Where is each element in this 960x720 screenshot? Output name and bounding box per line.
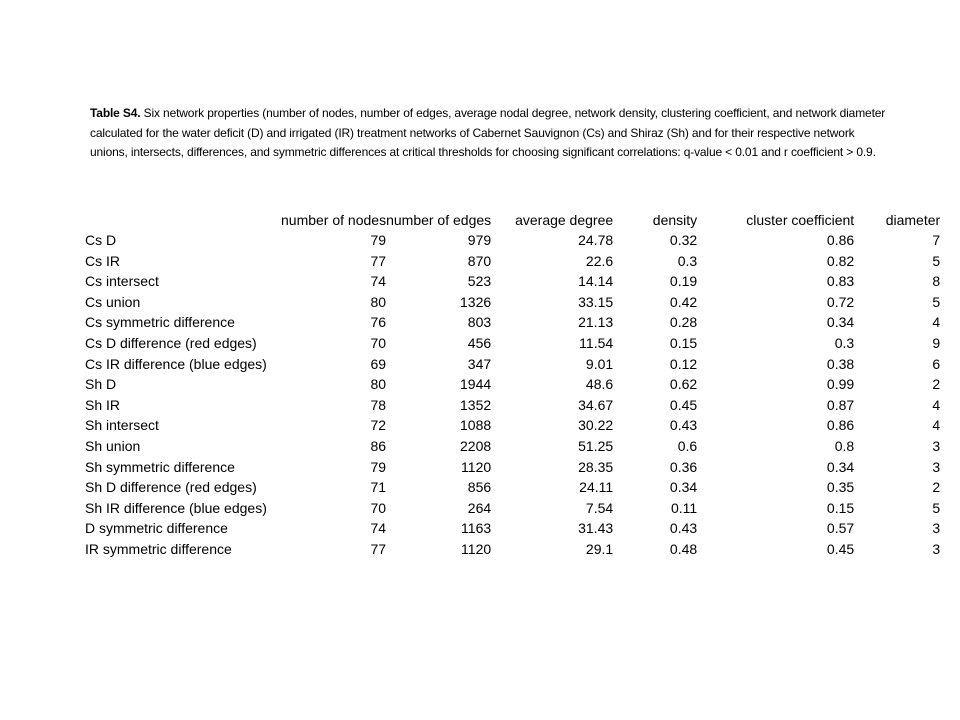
cluster-coefficient-cell: 0.8: [834, 437, 855, 454]
nodes-cell: 80: [370, 376, 387, 393]
density-cell: 0.19: [669, 273, 698, 290]
edges-cell: 803: [467, 314, 492, 331]
header-row: [85, 190, 940, 230]
average-degree-cell: 11.54: [579, 334, 614, 351]
row-label: Cs IR: [85, 252, 120, 269]
density-cell: 0.43: [669, 520, 698, 537]
average-degree-cell: 28.35: [578, 458, 614, 475]
cluster-coefficient-cell: 0.82: [826, 252, 855, 269]
table-row: [85, 374, 940, 395]
nodes-cell: 77: [370, 540, 387, 557]
table-row: [85, 354, 940, 375]
density-cell: 0.11: [670, 499, 698, 516]
edges-cell: 1088: [460, 417, 492, 434]
table-row: [85, 457, 940, 478]
average-degree-cell: 34.67: [578, 396, 614, 413]
nodes-cell: 69: [370, 355, 387, 372]
diameter-cell: 4: [932, 314, 941, 331]
edges-cell: 264: [467, 499, 492, 516]
diameter-cell: 7: [932, 232, 941, 248]
average-degree-cell: 29.1: [585, 540, 614, 557]
diameter-cell: 6: [932, 355, 941, 372]
cluster-coefficient-cell: 0.34: [826, 314, 855, 331]
edges-cell: 1944: [460, 376, 492, 393]
header-diameter: diameter: [885, 212, 941, 228]
table-row: [85, 518, 940, 539]
cluster-coefficient-cell: 0.83: [826, 273, 855, 290]
diameter-cell: 3: [932, 520, 941, 537]
edges-cell: 856: [467, 479, 492, 496]
row-label: Cs D: [85, 232, 117, 248]
table-row: [85, 251, 940, 272]
header-cluster-coefficient: cluster coefficient: [746, 212, 855, 228]
edges-cell: 1120: [461, 540, 492, 557]
row-label: Cs intersect: [85, 273, 159, 290]
diameter-cell: 4: [932, 396, 941, 413]
cluster-coefficient-cell: 0.3: [834, 334, 855, 351]
row-label: Cs IR difference (blue edges): [85, 355, 267, 372]
density-cell: 0.32: [669, 232, 698, 248]
density-cell: 0.48: [669, 540, 698, 557]
cluster-coefficient-cell: 0.86: [826, 232, 855, 248]
table-row: [85, 312, 940, 333]
cluster-coefficient-cell: 0.38: [826, 355, 855, 372]
header-density: density: [652, 212, 698, 228]
table-caption: [90, 104, 890, 163]
cluster-coefficient-cell: 0.57: [826, 520, 855, 537]
diameter-cell: 3: [932, 458, 941, 475]
edges-cell: 2208: [460, 437, 492, 454]
row-label: Cs union: [85, 293, 141, 310]
edges-cell: 456: [467, 334, 492, 351]
density-cell: 0.12: [669, 355, 698, 372]
nodes-cell: 79: [370, 458, 387, 475]
density-cell: 0.36: [669, 458, 698, 475]
nodes-cell: 76: [370, 314, 387, 331]
row-label: Sh symmetric difference: [85, 458, 235, 475]
nodes-cell: 70: [370, 499, 387, 516]
table-row: [85, 415, 940, 436]
average-degree-cell: 9.01: [585, 355, 614, 372]
cluster-coefficient-cell: 0.35: [826, 479, 855, 496]
table-row: [85, 477, 940, 498]
nodes-cell: 74: [370, 520, 387, 537]
cluster-coefficient-cell: 0.72: [826, 293, 855, 310]
table-row: [85, 539, 940, 560]
nodes-cell: 80: [370, 293, 387, 310]
table-row: [85, 271, 940, 292]
caption-label: Table S4.: [90, 106, 141, 120]
table-row: [85, 395, 940, 416]
nodes-cell: 70: [370, 334, 387, 351]
density-cell: 0.28: [669, 314, 698, 331]
table-row: [85, 230, 940, 251]
diameter-cell: 3: [932, 540, 941, 557]
nodes-cell: 74: [370, 273, 387, 290]
row-label: Sh D difference (red edges): [85, 479, 257, 496]
diameter-cell: 9: [932, 334, 941, 351]
cluster-coefficient-cell: 0.86: [826, 417, 855, 434]
average-degree-cell: 33.15: [578, 293, 614, 310]
cluster-coefficient-cell: 0.45: [826, 540, 855, 557]
density-cell: 0.62: [669, 376, 698, 393]
row-label: D symmetric difference: [85, 520, 228, 537]
nodes-cell: 86: [370, 437, 387, 454]
edges-cell: 523: [467, 273, 492, 290]
nodes-cell: 71: [370, 479, 387, 496]
caption-text: Six network properties (number of nodes, number of edges, average nodal degree, network density, clustering coefficient, and network diameter calculated for the water deficit (D) and irrigated (IR) treatment networks of Cabernet Sauvignon (Cs) and Shiraz (Sh) and for their respective network unions, intersects, differences, and symmetric differences at critical thresholds for choosing significant correlations: q-value < 0.01 and r coefficient > 0.9.: [90, 106, 886, 159]
cluster-coefficient-cell: 0.34: [826, 458, 855, 475]
diameter-cell: 2: [932, 479, 941, 496]
diameter-cell: 3: [932, 437, 941, 454]
average-degree-cell: 7.54: [585, 499, 614, 516]
cluster-coefficient-cell: 0.99: [826, 376, 855, 393]
diameter-cell: 5: [932, 499, 941, 516]
diameter-cell: 2: [932, 376, 941, 393]
header-average-degree: average degree: [515, 212, 614, 228]
row-label: Sh intersect: [85, 417, 159, 434]
edges-cell: 1352: [460, 396, 492, 413]
row-label: Cs symmetric difference: [85, 314, 235, 331]
table-body: [85, 230, 940, 560]
average-degree-cell: 22.6: [585, 252, 614, 269]
edges-cell: 1120: [461, 458, 492, 475]
edges-cell: 1326: [460, 293, 492, 310]
density-cell: 0.42: [669, 293, 698, 310]
nodes-cell: 72: [370, 417, 387, 434]
table-row: [85, 292, 940, 313]
edges-cell: 979: [467, 232, 492, 248]
diameter-cell: 8: [932, 273, 941, 290]
average-degree-cell: 24.11: [579, 479, 614, 496]
average-degree-cell: 31.43: [578, 520, 614, 537]
network-properties-table: [85, 190, 940, 560]
average-degree-cell: 30.22: [578, 417, 614, 434]
header-number-of-edges: number of edges: [386, 212, 492, 228]
average-degree-cell: 14.14: [578, 273, 614, 290]
nodes-cell: 78: [370, 396, 387, 413]
diameter-cell: 5: [932, 293, 941, 310]
row-label: Sh IR difference (blue edges): [85, 499, 267, 516]
average-degree-cell: 51.25: [578, 437, 614, 454]
diameter-cell: 5: [932, 252, 941, 269]
header-row-label: [85, 190, 281, 230]
row-label: Sh IR: [85, 396, 121, 413]
density-cell: 0.45: [669, 396, 698, 413]
row-label: IR symmetric difference: [85, 540, 232, 557]
density-cell: 0.3: [677, 252, 698, 269]
table-row: [85, 498, 940, 519]
density-cell: 0.43: [669, 417, 698, 434]
table-row: [85, 436, 940, 457]
density-cell: 0.34: [669, 479, 698, 496]
cluster-coefficient-cell: 0.87: [826, 396, 855, 413]
nodes-cell: 77: [370, 252, 387, 269]
edges-cell: 870: [467, 252, 492, 269]
density-cell: 0.6: [677, 437, 698, 454]
average-degree-cell: 21.13: [578, 314, 614, 331]
edges-cell: 347: [467, 355, 492, 372]
average-degree-cell: 24.78: [578, 232, 614, 248]
table-row: [85, 333, 940, 354]
diameter-cell: 4: [932, 417, 941, 434]
average-degree-cell: 48.6: [585, 376, 614, 393]
density-cell: 0.15: [669, 334, 698, 351]
cluster-coefficient-cell: 0.15: [826, 499, 855, 516]
row-label: Cs D difference (red edges): [85, 334, 257, 351]
header-number-of-nodes: number of nodes: [281, 212, 387, 228]
row-label: Sh D: [85, 376, 117, 393]
row-label: Sh union: [85, 437, 141, 454]
nodes-cell: 79: [370, 232, 387, 248]
edges-cell: 1163: [461, 520, 492, 537]
